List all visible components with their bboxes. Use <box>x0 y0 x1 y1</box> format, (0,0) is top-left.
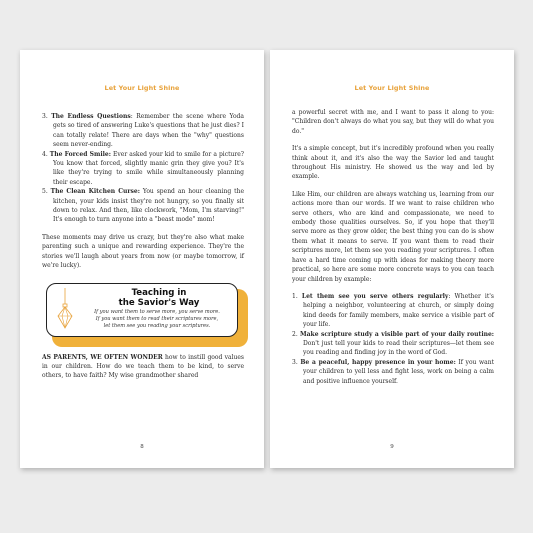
right-page <box>270 50 514 468</box>
running-header: Let Your Light Shine <box>354 84 430 92</box>
left-page <box>20 50 264 468</box>
lead-in-caps: AS PARENTS, WE OFTEN WONDER <box>42 353 163 361</box>
list-item-title: Be a peaceful, happy presence in your home: <box>300 358 456 366</box>
paragraph: Like Him, our children are always watching us, learning from our actions more than our words. If we want to raise children who serve others, who are kind and compassionate, we need to embody those qualities ourselves. So, if you hope that they'll serve more as they grow older, the best thing you can do is show them what it means to serve. If you want them to read their scriptures more, let them see you reading your scriptures. I often have a hard time coming up with ideas for making theory more practical, so here are some more concrete ways to you can teach your children by example: <box>292 190 494 283</box>
list-item-text: Ever asked your kid to smile for a picture? You know that forced, slightly manic grin they give you? It's like they're trying to smile while simultaneously planning their escape. <box>53 150 244 186</box>
list-item: 2. Make scripture study a visible part of your daily routine: Don't just tell your kids to read their scriptures—let them see you reading and finding joy in the word of God. <box>292 330 494 357</box>
running-header: Let Your Light Shine <box>104 84 180 92</box>
left-page-body <box>42 112 244 381</box>
callout-box <box>46 283 244 341</box>
list-item-title: The Endless Questions <box>51 113 131 120</box>
list-item-title: The Forced Smile: <box>49 150 111 158</box>
list-item: 1. Let them see you serve others regularly: Whether it's helping a neighbor, volunteering at church, or simply doing kind deeds for family members, make service a visible part of your life. <box>292 292 494 329</box>
list-item-text: You spend an hour cleaning the kitchen, your kids insist they're not hungry, so you finally sit down to relax. And then, like clockwork, "Mom, I'm starving!" It's enough to turn anyone into a "beast mode" mom! <box>53 188 244 224</box>
page-number: 9 <box>390 444 394 450</box>
callout-card <box>46 283 238 337</box>
callout-title: Teaching in the Savior's Way <box>118 287 200 308</box>
list-item: 3. The Endless Questions: Remember the scene where Yoda gets so tired of answering Luke's questions that he just dies? I can totally relate! There are days when the "why" questions seem never-ending. <box>42 113 244 149</box>
lightbulb-icon <box>55 288 75 332</box>
example-list <box>292 292 494 386</box>
list-item-title: Let them see you serve others regularly <box>301 292 449 300</box>
list-item-title: Make scripture study a visible part of your daily routine: <box>300 330 494 338</box>
closing-paragraph: AS PARENTS, WE OFTEN WONDER how to instill good values in our children. How do we teach them to be kind, to serve others, to have faith? My wise grandmother shared <box>42 353 244 380</box>
list-item-text: If you want your children to yell less and fight less, work on being a calm and positive influence yourself. <box>303 358 494 385</box>
list-item-text: : Whether it's helping a neighbor, volunteering at church, or simply doing kind deeds for family members, make service a visible part of your life. <box>303 292 494 329</box>
humor-list <box>42 112 244 225</box>
list-item: 5. The Clean Kitchen Curse: You spend an hour cleaning the kitchen, your kids insist they're not hungry, so you finally sit down to relax. And then, like clockwork, "Mom, I'm starving!" It's enough to turn anyone into a "beast mode" mom! <box>42 188 244 224</box>
paragraph: It's a simple concept, but it's incredibly profound when you really think about it, and it's also the way the Savior led and taught throughout His ministry. He showed us the way and led by example. <box>292 145 494 181</box>
page-number: 8 <box>140 444 144 450</box>
callout-quote: If you want them to serve more, you serve more. If you want them to read their scriptures more, let them see you reading your scriptures. <box>94 308 220 330</box>
list-item-title: The Clean Kitchen Curse: <box>50 188 140 196</box>
paragraph: a powerful secret with me, and I want to pass it along to you: "Children don't always do what you say, but they will do what you do." <box>292 109 494 135</box>
paragraph: These moments may drive us crazy, but they're also what make parenting such a unique and rewarding experience. They're the stories we'll laugh about years from now (or maybe tomorrow, if we're lucky). <box>42 233 244 270</box>
list-item: 4. The Forced Smile: Ever asked your kid to smile for a picture? You know that forced, slightly manic grin they give you? It's like they're trying to smile while simultaneously planning their escape. <box>42 150 244 186</box>
list-item-text: Don't just tell your kids to read their scriptures—let them see you reading and finding joy in the word of God. <box>303 339 494 357</box>
right-page-body <box>292 108 494 386</box>
list-item-text: : Remember the scene where Yoda gets so tired of answering Luke's questions that he just dies? I can totally relate! There are days when the "why" questions seem never-ending. <box>53 113 244 149</box>
list-item: 3. Be a peaceful, happy presence in your home: If you want your children to yell less and fight less, work on being a calm and positive influence yourself. <box>292 358 494 385</box>
